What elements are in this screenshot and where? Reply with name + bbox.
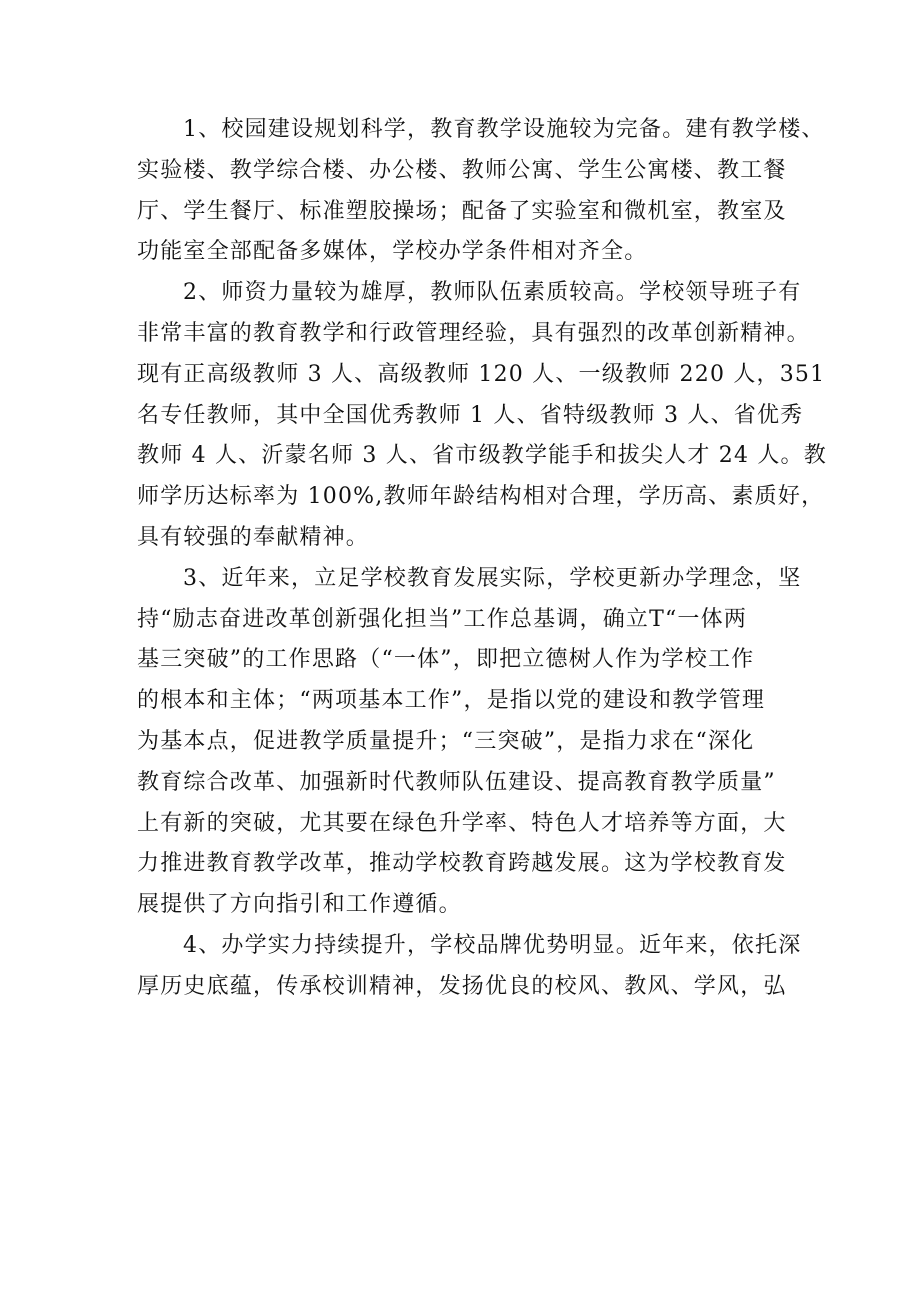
paragraph-3 xyxy=(137,559,802,926)
text-line: 具有较强的奉献精神。 xyxy=(137,524,370,550)
text-line: 3、近年来，立足学校教育发展实际，学校更新办学理念，坚 xyxy=(183,565,802,591)
text-line: 厚历史底蕴，传承校训精神，发扬优良的校风、教风、学风，弘 xyxy=(137,973,787,999)
text-line: 教师 4 人、沂蒙名师 3 人、省市级教学能手和拔尖人才 24 人。教 xyxy=(137,443,827,469)
paragraph-1 xyxy=(137,110,825,273)
text-line: 现有正高级教师 3 人、高级教师 120 人、一级教师 220 人，351 xyxy=(137,361,826,387)
text-line: 厅、学生餐厅、标准塑胶操场；配备了实验室和微机室，教室及 xyxy=(137,198,787,224)
text-line: 4、办学实力持续提升，学校品牌优势明显。近年来，依托深 xyxy=(183,932,802,958)
text-line: 功能室全部配备多媒体，学校办学条件相对齐全。 xyxy=(137,239,648,265)
text-line: 持“励志奋进改革创新强化担当”工作总基调，确立T“一体两 xyxy=(137,606,748,632)
text-line: 1、校园建设规划科学，教育教学设施较为完备。建有教学楼、 xyxy=(183,117,825,142)
text-line: 教育综合改革、加强新时代教师队伍建设、提高教育教学质量” xyxy=(137,769,776,795)
text-line: 师学历达标率为 100%,教师年龄结构相对合理，学历高、素质好， xyxy=(137,484,825,510)
text-line: 非常丰富的教育教学和行政管理经验，具有强烈的改革创新精神。 xyxy=(137,320,810,346)
text-line: 上有新的突破，尤其要在绿色升学率、特色人才培养等方面，大 xyxy=(137,810,787,836)
text-line: 名专任教师，其中全国优秀教师 1 人、省特级教师 3 人、省优秀 xyxy=(137,402,804,428)
text-line: 基三突破”的工作思路（“一体”，即把立德树人作为学校工作 xyxy=(137,647,755,673)
text-line: 展提供了方向指引和工作遵循。 xyxy=(137,892,462,918)
text-line: 力推进教育教学改革，推动学校教育跨越发展。这为学校教育发 xyxy=(137,851,787,877)
paragraph-2 xyxy=(137,273,827,559)
text-line: 的根本和主体；“两项基本工作”，是指以党的建设和教学管理 xyxy=(137,688,766,714)
text-line: 为基本点，促进教学质量提升；“三突破”，是指力求在“深化 xyxy=(137,728,755,754)
paragraph-4 xyxy=(137,926,802,1008)
document-body xyxy=(137,110,827,1008)
text-line: 实验楼、教学综合楼、办公楼、教师公寓、学生公寓楼、教工餐 xyxy=(137,157,787,183)
text-line: 2、师资力量较为雄厚，教师队伍素质较高。学校领导班子有 xyxy=(183,280,802,306)
